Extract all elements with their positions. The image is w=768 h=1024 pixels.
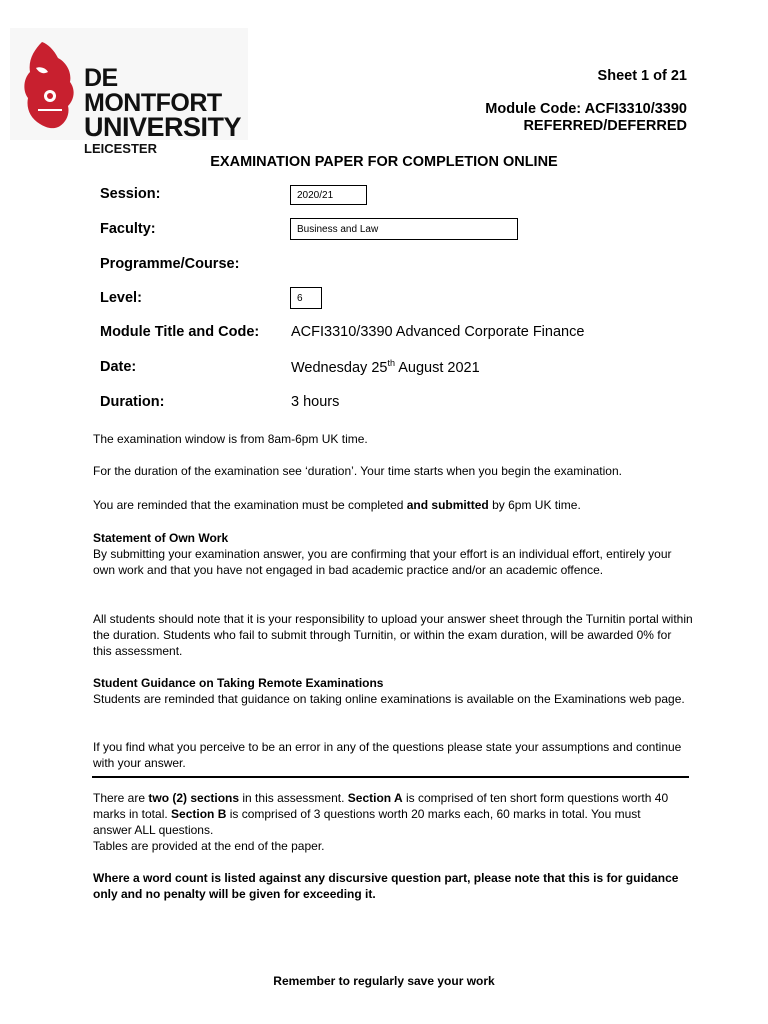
date-label: Date: (100, 359, 137, 375)
duration-note-text: For the duration of the examination see ‘duration’. Your time starts when you begin the examination. (93, 464, 622, 478)
logo-line-leicester: LEICESTER (84, 141, 157, 156)
level-field: 6 (290, 287, 322, 309)
level-label: Level: (100, 290, 142, 306)
guidance-heading: Student Guidance on Taking Remote Examinations (93, 676, 384, 690)
programme-label: Programme/Course: (100, 256, 240, 272)
logo-line-university: UNIVERSITY (84, 112, 242, 142)
own-work-text: By submitting your examination answer, you are confirming that your effort is an individual effort, entirely your own work and that you have not engaged in bad academic practice and/or an academic offence. (93, 547, 672, 577)
module-title-label: Module Title and Code: (100, 324, 260, 340)
sections-info (93, 790, 673, 854)
referral-status: REFERRED/DEFERRED (523, 118, 687, 134)
own-work-section (93, 530, 693, 578)
submission-reminder (93, 497, 693, 513)
date-month-year: August 2021 (394, 359, 480, 376)
sheet-number: Sheet 1 of 21 (597, 68, 687, 84)
tables-note: Tables are provided at the end of the paper. (93, 839, 325, 853)
section-a-label: Section A (347, 791, 403, 805)
section-b-label: Section B (171, 807, 227, 821)
module-code-block (485, 101, 687, 135)
guidance-section (93, 675, 693, 707)
guidance-text: Students are reminded that guidance on taking online examinations is available on the Examinations web page. (93, 692, 685, 706)
section-a-text: is comprised of ten short form questions worth 40 marks in total. (93, 791, 669, 821)
session-label: Session: (100, 186, 161, 202)
faculty-label: Faculty: (100, 221, 156, 237)
reminder-deadline: by 6pm UK time. (488, 498, 581, 512)
session-field: 2020/21 (290, 185, 367, 205)
page-title: EXAMINATION PAPER FOR COMPLETION ONLINE (210, 154, 558, 170)
university-logo (10, 28, 248, 156)
duration-label: Duration: (100, 394, 165, 410)
date-value (291, 358, 480, 376)
error-instructions: If you find what you perceive to be an error in any of the questions please state your assumptions and continue with your answer. (93, 740, 682, 770)
lion-crest-icon (20, 38, 80, 133)
logo-line-demontfort: DE MONTFORT (84, 64, 222, 117)
faculty-field: Business and Law (290, 218, 518, 240)
duration-value: 3 hours (291, 394, 340, 410)
section-b-text: is comprised of 3 questions worth 20 marks each, 60 marks in total. You must answer ALL questions. (93, 807, 641, 837)
own-work-heading: Statement of Own Work (93, 531, 229, 545)
save-reminder-footer: Remember to regularly save your work (273, 974, 495, 988)
sections-text-2: in this assessment. (239, 791, 348, 805)
turnitin-text: All students should note that it is your responsibility to upload your answer sheet through the Turnitin portal within the duration. Students who fail to submit through Turnitin, or within the exam duration, will be awarded 0% for this assessment. (93, 612, 693, 658)
module-title-value: ACFI3310/3390 Advanced Corporate Finance (291, 324, 585, 340)
section-divider (92, 776, 689, 778)
sections-count: two (2) sections (148, 791, 240, 805)
sections-text-1: There are (93, 791, 149, 805)
reminder-emphasis: and submitted (406, 498, 489, 512)
reminder-text: You are reminded that the examination must be completed (93, 498, 407, 512)
exam-window-text: The examination window is from 8am-6pm UK time. (93, 432, 368, 446)
word-count-note: Where a word count is listed against any discursive question part, please note that this is for guidance only and no penalty will be given for exceeding it. (93, 871, 679, 901)
module-code: Module Code: ACFI3310/3390 (485, 101, 687, 117)
date-day: Wednesday 25 (291, 359, 388, 376)
date-suffix: th (387, 358, 395, 368)
